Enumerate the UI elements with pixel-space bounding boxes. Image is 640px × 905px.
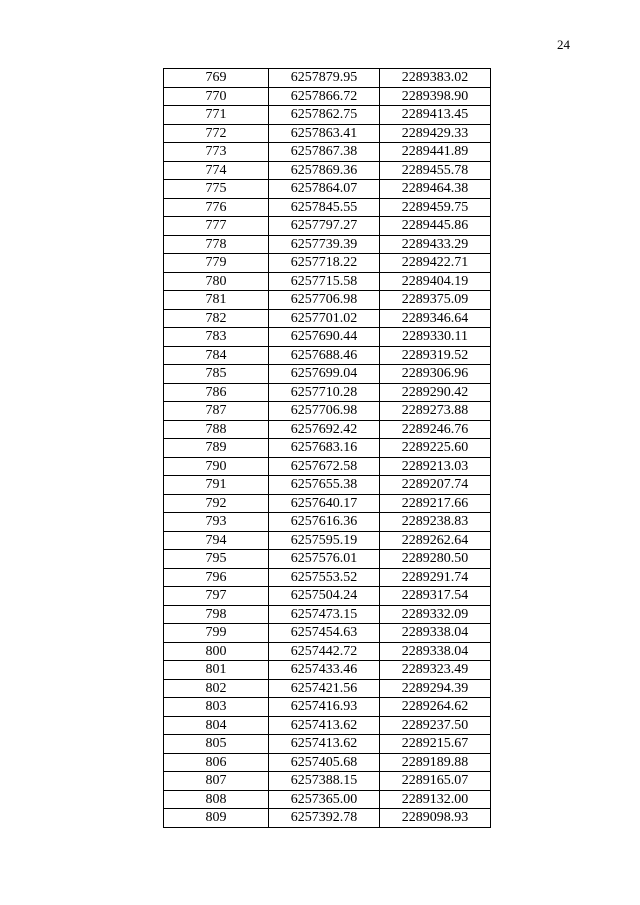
- y-coordinate-cell: 2289375.09: [380, 291, 491, 310]
- x-coordinate-cell: 6257862.75: [269, 106, 380, 125]
- y-coordinate-cell: 2289273.88: [380, 402, 491, 421]
- x-coordinate-cell: 6257699.04: [269, 365, 380, 384]
- y-coordinate-cell: 2289383.02: [380, 69, 491, 88]
- table-row: [164, 106, 491, 125]
- y-coordinate-cell: 2289422.71: [380, 254, 491, 273]
- point-number-cell: 773: [164, 143, 269, 162]
- x-coordinate-cell: 6257421.56: [269, 679, 380, 698]
- y-coordinate-cell: 2289445.86: [380, 217, 491, 236]
- table-row: [164, 272, 491, 291]
- table-row: [164, 772, 491, 791]
- point-number-cell: 772: [164, 124, 269, 143]
- x-coordinate-cell: 6257405.68: [269, 753, 380, 772]
- y-coordinate-cell: 2289459.75: [380, 198, 491, 217]
- y-coordinate-cell: 2289264.62: [380, 698, 491, 717]
- table-row: [164, 217, 491, 236]
- x-coordinate-cell: 6257879.95: [269, 69, 380, 88]
- point-number-cell: 774: [164, 161, 269, 180]
- y-coordinate-cell: 2289338.04: [380, 642, 491, 661]
- table-row: [164, 679, 491, 698]
- y-coordinate-cell: 2289246.76: [380, 420, 491, 439]
- point-number-cell: 795: [164, 550, 269, 569]
- y-coordinate-cell: 2289433.29: [380, 235, 491, 254]
- table-row: [164, 439, 491, 458]
- x-coordinate-cell: 6257845.55: [269, 198, 380, 217]
- point-number-cell: 785: [164, 365, 269, 384]
- point-number-cell: 796: [164, 568, 269, 587]
- x-coordinate-cell: 6257553.52: [269, 568, 380, 587]
- point-number-cell: 792: [164, 494, 269, 513]
- table-row: [164, 328, 491, 347]
- y-coordinate-cell: 2289404.19: [380, 272, 491, 291]
- x-coordinate-cell: 6257392.78: [269, 809, 380, 828]
- x-coordinate-cell: 6257433.46: [269, 661, 380, 680]
- table-row: [164, 254, 491, 273]
- table-row: [164, 605, 491, 624]
- x-coordinate-cell: 6257869.36: [269, 161, 380, 180]
- table-row: [164, 402, 491, 421]
- y-coordinate-cell: 2289098.93: [380, 809, 491, 828]
- point-number-cell: 776: [164, 198, 269, 217]
- y-coordinate-cell: 2289306.96: [380, 365, 491, 384]
- x-coordinate-cell: 6257640.17: [269, 494, 380, 513]
- point-number-cell: 801: [164, 661, 269, 680]
- y-coordinate-cell: 2289290.42: [380, 383, 491, 402]
- point-number-cell: 804: [164, 716, 269, 735]
- x-coordinate-cell: 6257504.24: [269, 587, 380, 606]
- y-coordinate-cell: 2289213.03: [380, 457, 491, 476]
- table-row: [164, 753, 491, 772]
- y-coordinate-cell: 2289237.50: [380, 716, 491, 735]
- table-row: [164, 365, 491, 384]
- table-row: [164, 420, 491, 439]
- point-number-cell: 778: [164, 235, 269, 254]
- point-number-cell: 802: [164, 679, 269, 698]
- point-number-cell: 799: [164, 624, 269, 643]
- point-number-cell: 798: [164, 605, 269, 624]
- y-coordinate-cell: 2289165.07: [380, 772, 491, 791]
- y-coordinate-cell: 2289207.74: [380, 476, 491, 495]
- y-coordinate-cell: 2289398.90: [380, 87, 491, 106]
- y-coordinate-cell: 2289346.64: [380, 309, 491, 328]
- x-coordinate-cell: 6257388.15: [269, 772, 380, 791]
- y-coordinate-cell: 2289262.64: [380, 531, 491, 550]
- y-coordinate-cell: 2289413.45: [380, 106, 491, 125]
- x-coordinate-cell: 6257706.98: [269, 402, 380, 421]
- x-coordinate-cell: 6257365.00: [269, 790, 380, 809]
- x-coordinate-cell: 6257864.07: [269, 180, 380, 199]
- y-coordinate-cell: 2289217.66: [380, 494, 491, 513]
- y-coordinate-cell: 2289225.60: [380, 439, 491, 458]
- y-coordinate-cell: 2289455.78: [380, 161, 491, 180]
- point-number-cell: 786: [164, 383, 269, 402]
- y-coordinate-cell: 2289441.89: [380, 143, 491, 162]
- table-row: [164, 309, 491, 328]
- point-number-cell: 808: [164, 790, 269, 809]
- x-coordinate-cell: 6257739.39: [269, 235, 380, 254]
- table-row: [164, 180, 491, 199]
- table-row: [164, 698, 491, 717]
- y-coordinate-cell: 2289317.54: [380, 587, 491, 606]
- x-coordinate-cell: 6257616.36: [269, 513, 380, 532]
- table-row: [164, 716, 491, 735]
- point-number-cell: 780: [164, 272, 269, 291]
- table-row: [164, 735, 491, 754]
- x-coordinate-cell: 6257715.58: [269, 272, 380, 291]
- x-coordinate-cell: 6257863.41: [269, 124, 380, 143]
- table-row: [164, 383, 491, 402]
- point-number-cell: 771: [164, 106, 269, 125]
- x-coordinate-cell: 6257454.63: [269, 624, 380, 643]
- y-coordinate-cell: 2289189.88: [380, 753, 491, 772]
- table-row: [164, 550, 491, 569]
- y-coordinate-cell: 2289330.11: [380, 328, 491, 347]
- table-row: [164, 198, 491, 217]
- point-number-cell: 806: [164, 753, 269, 772]
- table-row: [164, 235, 491, 254]
- table-row: [164, 143, 491, 162]
- point-number-cell: 788: [164, 420, 269, 439]
- y-coordinate-cell: 2289464.38: [380, 180, 491, 199]
- x-coordinate-cell: 6257690.44: [269, 328, 380, 347]
- table-row: [164, 568, 491, 587]
- point-number-cell: 770: [164, 87, 269, 106]
- point-number-cell: 794: [164, 531, 269, 550]
- point-number-cell: 784: [164, 346, 269, 365]
- table-row: [164, 513, 491, 532]
- point-number-cell: 805: [164, 735, 269, 754]
- y-coordinate-cell: 2289429.33: [380, 124, 491, 143]
- y-coordinate-cell: 2289291.74: [380, 568, 491, 587]
- point-number-cell: 775: [164, 180, 269, 199]
- point-number-cell: 797: [164, 587, 269, 606]
- coordinates-table-body: [164, 69, 491, 828]
- table-row: [164, 161, 491, 180]
- table-row: [164, 624, 491, 643]
- table-row: [164, 87, 491, 106]
- x-coordinate-cell: 6257688.46: [269, 346, 380, 365]
- page-number: 24: [557, 37, 570, 52]
- table-row: [164, 642, 491, 661]
- y-coordinate-cell: 2289280.50: [380, 550, 491, 569]
- table-row: [164, 291, 491, 310]
- x-coordinate-cell: 6257442.72: [269, 642, 380, 661]
- x-coordinate-cell: 6257867.38: [269, 143, 380, 162]
- point-number-cell: 807: [164, 772, 269, 791]
- point-number-cell: 809: [164, 809, 269, 828]
- x-coordinate-cell: 6257595.19: [269, 531, 380, 550]
- x-coordinate-cell: 6257576.01: [269, 550, 380, 569]
- point-number-cell: 781: [164, 291, 269, 310]
- table-row: [164, 494, 491, 513]
- x-coordinate-cell: 6257692.42: [269, 420, 380, 439]
- point-number-cell: 791: [164, 476, 269, 495]
- x-coordinate-cell: 6257710.28: [269, 383, 380, 402]
- table-row: [164, 124, 491, 143]
- point-number-cell: 769: [164, 69, 269, 88]
- table-row: [164, 531, 491, 550]
- x-coordinate-cell: 6257413.62: [269, 735, 380, 754]
- table-row: [164, 809, 491, 828]
- x-coordinate-cell: 6257683.16: [269, 439, 380, 458]
- x-coordinate-cell: 6257473.15: [269, 605, 380, 624]
- x-coordinate-cell: 6257706.98: [269, 291, 380, 310]
- y-coordinate-cell: 2289323.49: [380, 661, 491, 680]
- point-number-cell: 782: [164, 309, 269, 328]
- point-number-cell: 779: [164, 254, 269, 273]
- point-number-cell: 793: [164, 513, 269, 532]
- point-number-cell: 787: [164, 402, 269, 421]
- y-coordinate-cell: 2289238.83: [380, 513, 491, 532]
- x-coordinate-cell: 6257413.62: [269, 716, 380, 735]
- y-coordinate-cell: 2289294.39: [380, 679, 491, 698]
- point-number-cell: 790: [164, 457, 269, 476]
- y-coordinate-cell: 2289338.04: [380, 624, 491, 643]
- table-row: [164, 69, 491, 88]
- point-number-cell: 803: [164, 698, 269, 717]
- point-number-cell: 777: [164, 217, 269, 236]
- x-coordinate-cell: 6257672.58: [269, 457, 380, 476]
- table-row: [164, 457, 491, 476]
- y-coordinate-cell: 2289215.67: [380, 735, 491, 754]
- x-coordinate-cell: 6257866.72: [269, 87, 380, 106]
- point-number-cell: 800: [164, 642, 269, 661]
- x-coordinate-cell: 6257797.27: [269, 217, 380, 236]
- x-coordinate-cell: 6257718.22: [269, 254, 380, 273]
- coordinates-table: [163, 68, 491, 828]
- y-coordinate-cell: 2289132.00: [380, 790, 491, 809]
- x-coordinate-cell: 6257655.38: [269, 476, 380, 495]
- point-number-cell: 783: [164, 328, 269, 347]
- table-row: [164, 661, 491, 680]
- table-row: [164, 587, 491, 606]
- point-number-cell: 789: [164, 439, 269, 458]
- y-coordinate-cell: 2289332.09: [380, 605, 491, 624]
- table-row: [164, 790, 491, 809]
- table-row: [164, 476, 491, 495]
- y-coordinate-cell: 2289319.52: [380, 346, 491, 365]
- table-row: [164, 346, 491, 365]
- x-coordinate-cell: 6257416.93: [269, 698, 380, 717]
- x-coordinate-cell: 6257701.02: [269, 309, 380, 328]
